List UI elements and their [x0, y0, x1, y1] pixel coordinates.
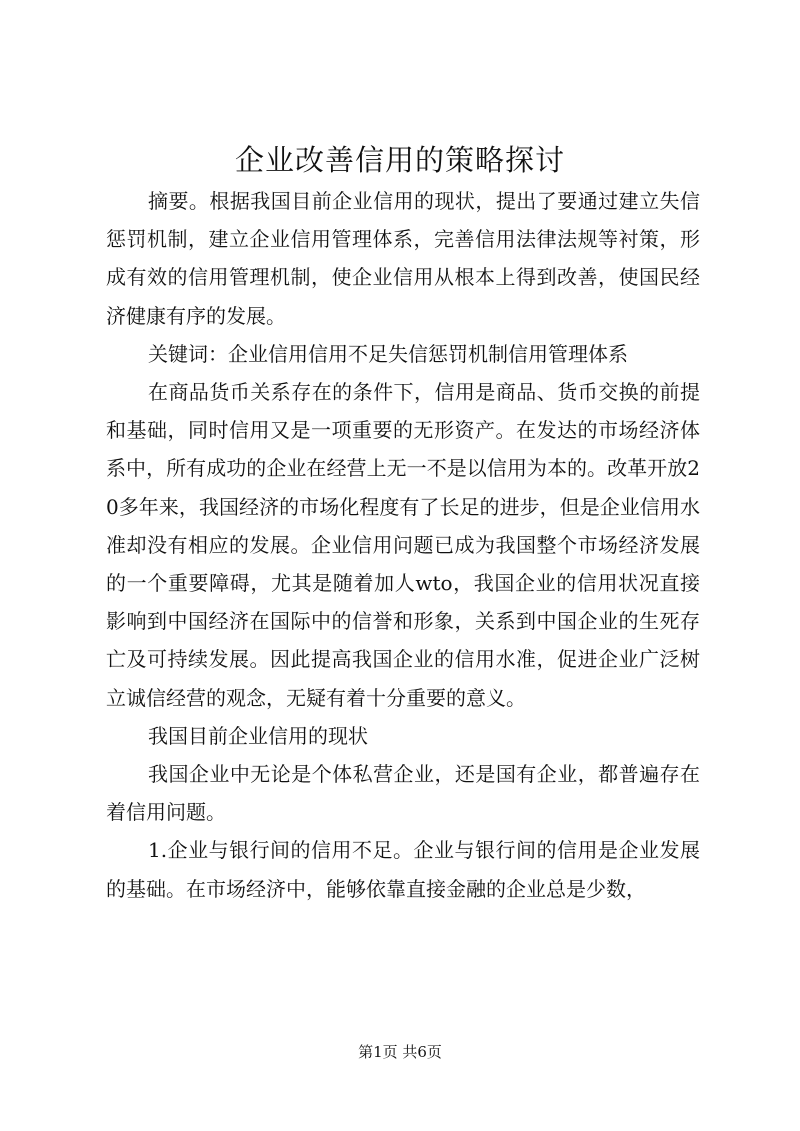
page-footer: 第1页 共6页 [358, 1043, 442, 1061]
abstract-paragraph: 摘要。根据我国目前企业信用的现状，提出了要通过建立失信惩罚机制，建立企业信用管理体系，完善信用法律法规等衬策，形成有效的信用管理机制，使企业信用从根本上得到改善，使国民经济健康有序的发展。 [106, 189, 700, 328]
document-body [106, 182, 700, 908]
intro-paragraph: 在商品货币关系存在的条件下，信用是商品、货币交换的前提和基础，同时信用又是一项重要的无形资产。在发达的市场经济体系中，所有成功的企业在经营上无一不是以信用为本的。改革开放20多年来，我国经济的市场化程度有了长足的进步，但是企业信用水准却没有相应的发展。企业信用问题已成为我国整个市场经济发展的一个重要障碍，尤其是随着加人wto，我国企业的信用状况直接影响到中国经济在国际中的信誉和形象，关系到中国企业的生死存亡及可持续发展。因此提高我国企业的信用水准，促进企业广泛树立诚信经营的观念，无疑有着十分重要的意义。 [106, 380, 700, 710]
point-1-paragraph: 1.企业与银行间的信用不足。企业与银行间的信用是企业发展的基础。在市场经济中，能够依靠直接金融的企业总是少数， [106, 838, 700, 901]
document-title: 企业改善信用的策略探讨 [234, 143, 565, 177]
section-paragraph: 我国企业中无论是个体私营企业，还是国有企业，都普遍存在着信用问题。 [106, 762, 700, 825]
section-heading: 我国目前企业信用的现状 [148, 723, 368, 748]
keywords-paragraph: 关键词：企业信用信用不足失信惩罚机制信用管理体系 [148, 341, 628, 366]
